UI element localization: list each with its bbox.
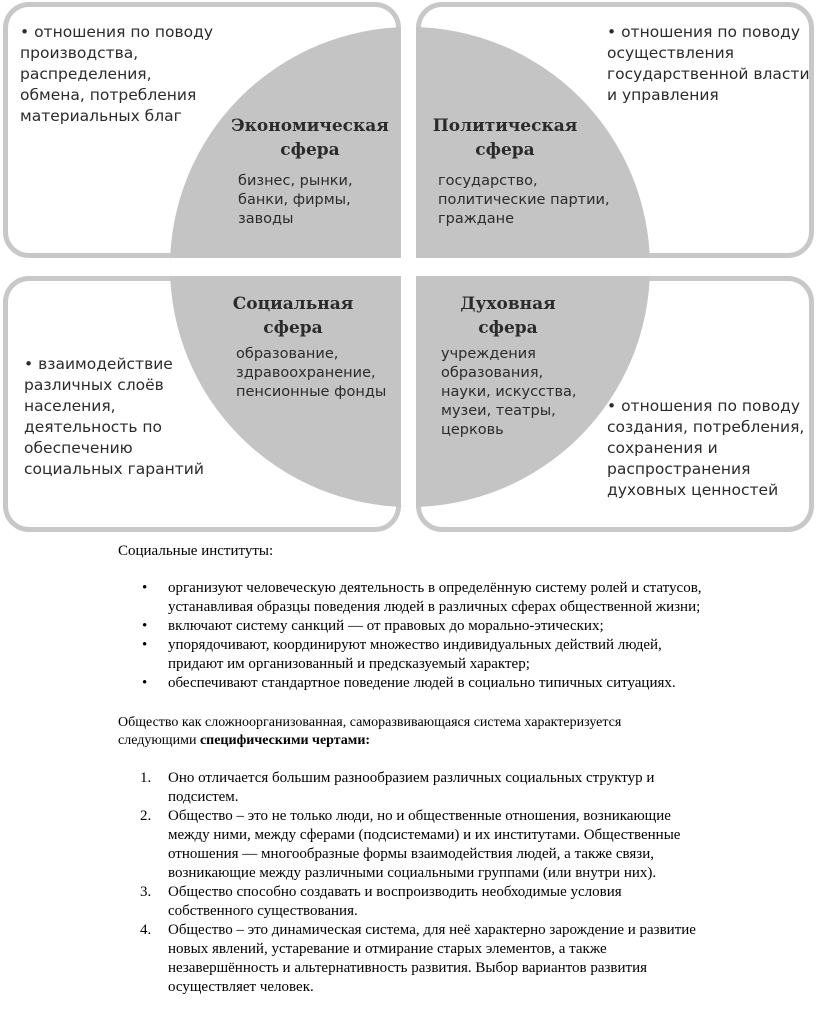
relations-line: создания, потребления,	[607, 418, 805, 436]
relations-line: различных слоёв	[24, 376, 164, 394]
list-item-line: подсистем.	[168, 789, 239, 805]
item-number: 4.	[140, 922, 152, 938]
list-item	[140, 883, 808, 921]
economic-sphere-title	[225, 114, 395, 162]
sphere-item: банки, фирмы,	[238, 192, 351, 208]
list-item-line: устанавливая образцы поведения людей в различных сферах общественной жизни;	[168, 599, 701, 615]
relations-line: • отношения по поводу	[607, 23, 801, 41]
relations-line: духовных ценностей	[607, 481, 779, 499]
list-item-line: Оно отличается большим разнообразием различных социальных структур и	[168, 770, 655, 786]
spiritual-sphere-title	[448, 292, 568, 340]
title-line: Социальная	[232, 294, 354, 314]
relations-line: и управления	[607, 86, 719, 104]
list-item-line: возникающие между различными социальными группами (или внутри них).	[168, 865, 657, 881]
list-item	[142, 636, 808, 674]
spiritual-sphere-items	[441, 345, 577, 440]
social-relations-text	[24, 354, 204, 480]
title-line: Политическая	[432, 116, 578, 136]
political-relations-text	[607, 22, 810, 106]
list-item	[140, 807, 808, 883]
relations-line: • отношения по поводу	[20, 23, 214, 41]
sphere-item: заводы	[238, 211, 294, 227]
relations-line: обеспечению	[24, 439, 133, 457]
relations-line: распространения	[607, 460, 751, 478]
sphere-item: образование,	[236, 346, 339, 362]
bullet: •	[142, 637, 148, 653]
item-number: 3.	[140, 884, 152, 900]
list-item-line: придают им организованный и предсказуемый характер;	[168, 656, 530, 672]
sphere-item: политические партии,	[438, 192, 610, 208]
relations-line: • взаимодействие	[24, 355, 173, 373]
list-item-line: между ними, между сферами (подсистемами) и их институтами. Общественные	[168, 827, 681, 843]
spiritual-relations-text	[607, 396, 804, 501]
relations-line: обмена, потребления	[20, 86, 197, 104]
intro-line: Общество как сложноорганизованная, саморазвивающаяся система характеризуется	[118, 715, 622, 730]
list-item	[140, 769, 808, 807]
item-number: 1.	[140, 770, 152, 786]
sphere-item: граждане	[438, 211, 515, 227]
title-line: сфера	[280, 140, 340, 160]
title-line: сфера	[475, 140, 535, 160]
list-item-line: незавершённость и альтернативность развития. Выбор вариантов развития	[168, 960, 648, 976]
relations-line: осуществления	[607, 44, 734, 62]
circle-vertical-gap	[401, 20, 416, 520]
social-sphere-title	[228, 292, 358, 340]
list-item-line: обеспечивают стандартное поведение людей в социально типичных ситуациях.	[168, 675, 676, 691]
institutions-list	[142, 579, 808, 693]
relations-line: социальных гарантий	[24, 460, 204, 478]
relations-line: сохранения и	[607, 439, 718, 457]
features-list	[140, 769, 808, 997]
list-item-line: упорядочивают, координируют множество индивидуальных действий людей,	[168, 637, 662, 653]
relations-line: материальных благ	[20, 107, 182, 125]
sphere-item: церковь	[441, 422, 504, 438]
list-item	[142, 579, 808, 617]
social-sphere-items	[236, 345, 386, 402]
political-sphere-items	[438, 172, 610, 229]
list-item-line: Общество – это не только люди, но и общественные отношения, возникающие	[168, 808, 671, 824]
title-line: сфера	[263, 318, 323, 338]
list-item	[142, 674, 808, 693]
bullet: •	[142, 580, 148, 596]
sphere-item: государство,	[438, 173, 538, 189]
list-item	[142, 617, 808, 636]
sphere-item: науки, искусства,	[441, 384, 577, 400]
list-item	[140, 921, 808, 997]
title-line: сфера	[478, 318, 538, 338]
bullet: •	[142, 675, 148, 691]
sphere-item: музеи, театры,	[441, 403, 556, 419]
economic-sphere-items	[238, 172, 353, 229]
sphere-item: бизнес, рынки,	[238, 173, 353, 189]
relations-line: производства,	[20, 44, 139, 62]
features-intro	[118, 714, 621, 750]
list-item-line: отношения — многообразные формы взаимодействия людей, а также связи,	[168, 846, 654, 862]
intro-line	[118, 732, 621, 750]
intro-prefix: следующими	[118, 733, 200, 748]
list-item-line: собственного существования.	[168, 903, 358, 919]
economic-relations-text	[20, 22, 213, 127]
sphere-item: пенсионные фонды	[236, 384, 387, 400]
title-line: Духовная	[460, 294, 556, 314]
relations-line: распределения,	[20, 65, 152, 83]
sphere-item: учреждения	[441, 346, 536, 362]
list-item-line: Общество – это динамическая система, для неё характерно зарождение и развитие	[168, 922, 696, 938]
institutions-heading: Социальные институты:	[118, 543, 274, 559]
relations-line: деятельность по	[24, 418, 163, 436]
relations-line: • отношения по поводу	[607, 397, 801, 415]
intro-bold: специфическими чертами:	[199, 733, 371, 748]
list-item-line: организуют человеческую деятельность в определённую систему ролей и статусов,	[168, 580, 702, 596]
sphere-item: образования,	[441, 365, 544, 381]
bullet: •	[142, 618, 148, 634]
relations-line: населения,	[24, 397, 116, 415]
list-item-line: новых явлений, устаревание и отмирание старых элементов, а также	[168, 941, 607, 957]
item-number: 2.	[140, 808, 152, 824]
list-item-line: Общество способно создавать и воспроизводить необходимые условия	[168, 884, 622, 900]
relations-line: государственной власти	[607, 65, 810, 83]
list-item-line: осуществляет человек.	[168, 979, 314, 995]
political-sphere-title	[425, 114, 585, 162]
sphere-item: здравоохранение,	[236, 365, 376, 381]
title-line: Экономическая	[231, 116, 389, 136]
list-item-line: включают систему санкций — от правовых до морально-этических;	[168, 618, 604, 634]
